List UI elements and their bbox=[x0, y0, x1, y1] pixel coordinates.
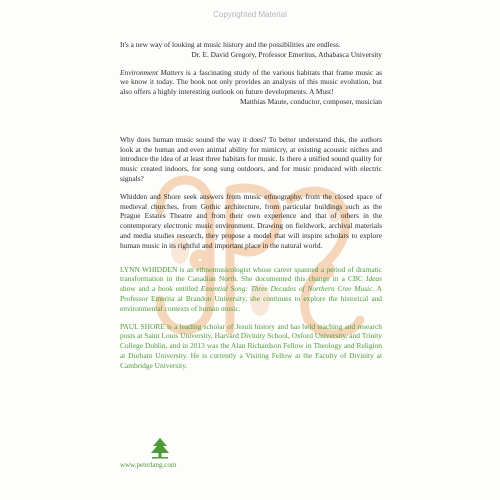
bio-paul-shore: PAUL SHORE is a leading scholar of Jesuit history and has held teaching and research posts at Saint Louis University, Harvard Divinity School, Oxford University, and Trinity College Dublin, and in 2013 was the Alan Richardson Fellow in Theology and Religion at Durham University. He is currently a Visiting Fellow at the Faculty of Divinity at Cambridge University. bbox=[120, 321, 382, 370]
cover-text bbox=[120, 40, 382, 371]
bio-lynn-whidden: LYNN WHIDDEN is an ethnomusicologist whose career spanned a period of dramatic transformation in the Canadian North. She documented this change in a CBC Ideas show and a book entitled Essential Song: Three Decades of Northern Cree Music. A Professor Emerita at Brandon University, she continues to explore the historical and environmental contexts of human music. bbox=[120, 264, 382, 313]
description-paragraph-1: Why does human music sound the way it does? To better understand this, the authors look at the human and even animal ability for mimicry, at existing acoustic niches and introduce the idea of at least three habitats for music. Is there a unified sound quality for music created indoors, for song sung outdoors, and for music produced with electric signals? bbox=[120, 134, 382, 183]
tree-logo-icon bbox=[120, 437, 200, 459]
quote-2-title: Environment Matters bbox=[120, 67, 184, 77]
publisher-url[interactable]: www.peterlang.com bbox=[120, 461, 177, 469]
copyright-banner: Copyrighted Material bbox=[213, 10, 287, 19]
description-paragraph-2: Whidden and Shore seek answers from music ethnography, from the closed space of medieval churches, from Gothic architecture, from particular buildings such as the Prague Estates Theatre and from their own experience and that of others in the contemporary electronic music environment. Drawing on fieldwork, archival materials and media studies research, they propose a model that will inspire scholars to explore human music in its rightful and important place in the natural world. bbox=[120, 191, 382, 250]
quote-1-author: Dr. E. David Gregory, Professor Emeritus, Athabasca University bbox=[191, 49, 382, 59]
quote-1-text: It's a new way of looking at music history and the possibilities are endless. bbox=[120, 40, 341, 49]
quote-2-author: Matthias Maute, conductor, composer, musician bbox=[239, 96, 382, 106]
quote-2-text bbox=[120, 68, 382, 97]
quote-2-body: is a fascinating study of the various habitats that frame music as we know it today. The book not only provides an analysis of this music evolution, but also offers a highly interesting outlook on future developments. A Must! bbox=[120, 67, 382, 97]
